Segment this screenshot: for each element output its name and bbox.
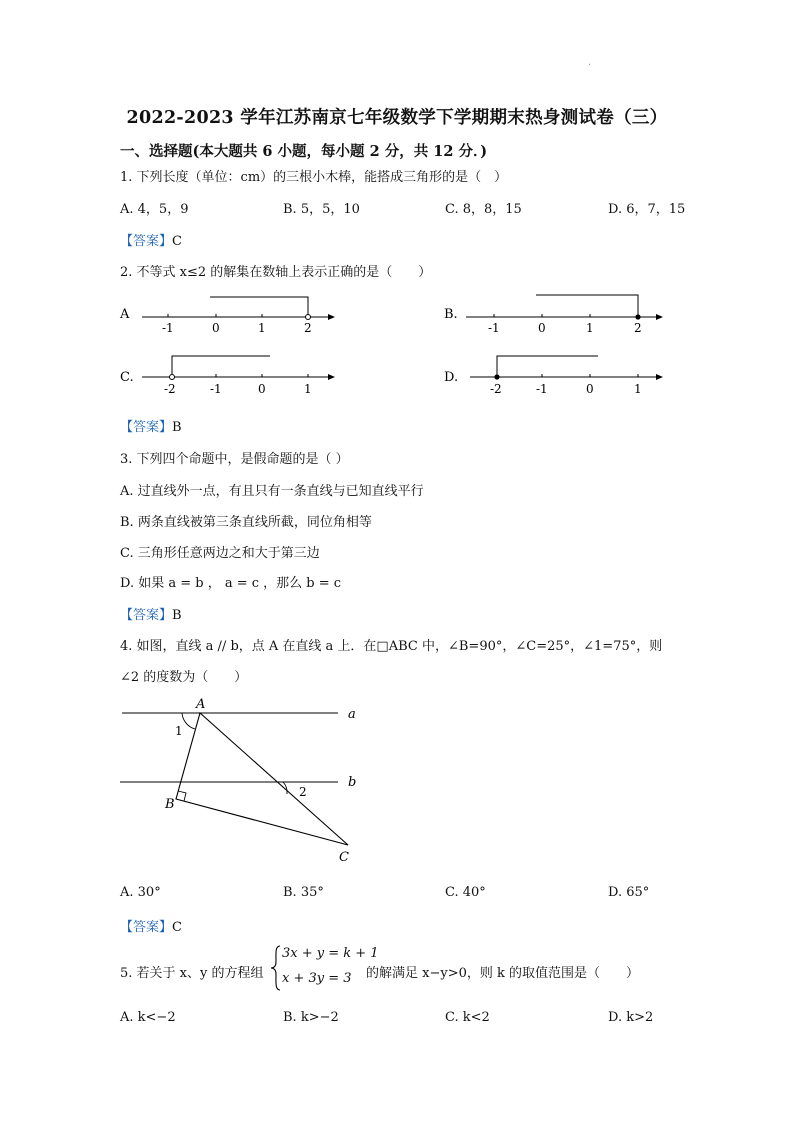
tick-label: 0 [212, 321, 220, 335]
point-b-label: B [165, 797, 175, 812]
equation-1: 3x + y = k + 1 [282, 946, 379, 961]
tick-label: -1 [162, 321, 174, 335]
question-3-stem: 3. 下列四个命题中，是假命题的是（ ） [120, 452, 349, 467]
answer-value: B [172, 608, 182, 623]
question-4-option-c: C. 40° [445, 885, 486, 900]
tick-label: -1 [536, 382, 548, 396]
question-4-answer [120, 916, 182, 935]
question-5-option-b: B. k>−2 [283, 1010, 339, 1025]
number-line-c [120, 356, 335, 396]
number-line-figures [110, 285, 710, 400]
header-mark: · [588, 60, 592, 71]
point-a-label: A [196, 697, 206, 712]
answer-value: C [172, 920, 182, 935]
question-1-option-b: B. 5，5，10 [283, 202, 360, 217]
question-3-option-a: A. 过直线外一点，有且只有一条直线与已知直线平行 [120, 484, 424, 499]
label-a: A [120, 307, 130, 322]
tick-label: -1 [488, 321, 500, 335]
label-b: B. [444, 307, 458, 322]
tick-label: 1 [258, 321, 266, 335]
equation-system [270, 944, 379, 992]
question-3-option-b: B. 两条直线被第三条直线所截，同位角相等 [120, 515, 372, 530]
question-2-answer [120, 416, 182, 435]
answer-tag: 【答案】 [120, 608, 173, 623]
question-4-option-a: A. 30° [120, 885, 161, 900]
triangle-figure [110, 695, 380, 870]
question-1-answer [120, 230, 182, 249]
line-b-label: b [348, 775, 357, 790]
angle-1-arc [182, 713, 195, 729]
section-heading-choice: 一、选择题(本大题共 6 小题，每小题 2 分，共 12 分．) [120, 143, 488, 160]
label-d: D. [444, 370, 459, 385]
page-title: 2022-2023 学年江苏南京七年级数学下学期期末热身测试卷（三） [126, 108, 668, 128]
label-c: C. [120, 370, 134, 385]
tick-label: 1 [634, 382, 642, 396]
answer-value: C [172, 234, 182, 249]
answer-tag: 【答案】 [120, 920, 173, 935]
question-5-option-a: A. k<−2 [120, 1010, 176, 1025]
question-2-stem: 2. 不等式 x≤2 的解集在数轴上表示正确的是（ ） [120, 265, 432, 280]
question-3-option-d: D. 如果 a = b ， a = c ，那么 b = c [120, 576, 342, 591]
line-a-label: a [348, 707, 356, 722]
question-1-option-d: D. 6，7，15 [608, 202, 686, 217]
brace-icon [270, 944, 282, 992]
number-line-a [119, 297, 335, 335]
question-1-option-c: C. 8，8，15 [445, 202, 522, 217]
tick-label: -2 [164, 382, 176, 396]
question-1-option-a: A. 4，5，9 [120, 202, 189, 217]
question-5-option-d: D. k>2 [608, 1010, 654, 1025]
question-1-stem: 1. 下列长度（单位：cm）的三根小木棒，能搭成三角形的是（ ） [120, 170, 508, 185]
angle-1-label: 1 [175, 724, 183, 738]
question-4-option-d: D. 65° [608, 885, 650, 900]
equation-2: x + 3y = 3 [282, 971, 352, 986]
question-4-stem-line2: ∠2 的度数为（ ） [120, 670, 248, 685]
question-3-option-c: C. 三角形任意两边之和大于第三边 [120, 546, 320, 561]
number-line-d [444, 356, 663, 396]
answer-tag: 【答案】 [120, 420, 173, 435]
tick-label: -1 [210, 382, 222, 396]
point-c-label: C [339, 850, 349, 865]
angle-2-label: 2 [299, 785, 307, 799]
question-5-stem-pre: 5. 若关于 x、y 的方程组 [120, 966, 264, 981]
tick-label: 2 [304, 321, 312, 335]
tick-label: -2 [490, 382, 502, 396]
tick-label: 0 [258, 382, 266, 396]
question-5-stem-post: 的解满足 x−y>0，则 k 的取值范围是（ ） [366, 966, 640, 981]
question-5-option-c: C. k<2 [445, 1010, 490, 1025]
tick-label: 0 [586, 382, 594, 396]
tick-label: 0 [538, 321, 546, 335]
question-4-stem-line1: 4. 如图，直线 a // b，点 A 在直线 a 上．在□ABC 中，∠B=90°，∠C=25°，∠1=75°，则 [120, 639, 663, 654]
question-4-option-b: B. 35° [283, 885, 324, 900]
question-3-answer [120, 604, 182, 623]
answer-value: B [172, 420, 182, 435]
tick-label: 1 [586, 321, 594, 335]
tick-label: 1 [304, 382, 312, 396]
answer-tag: 【答案】 [120, 234, 173, 249]
number-line-b [444, 295, 663, 335]
tick-label: 2 [634, 321, 642, 335]
triangle-abc [176, 713, 348, 845]
